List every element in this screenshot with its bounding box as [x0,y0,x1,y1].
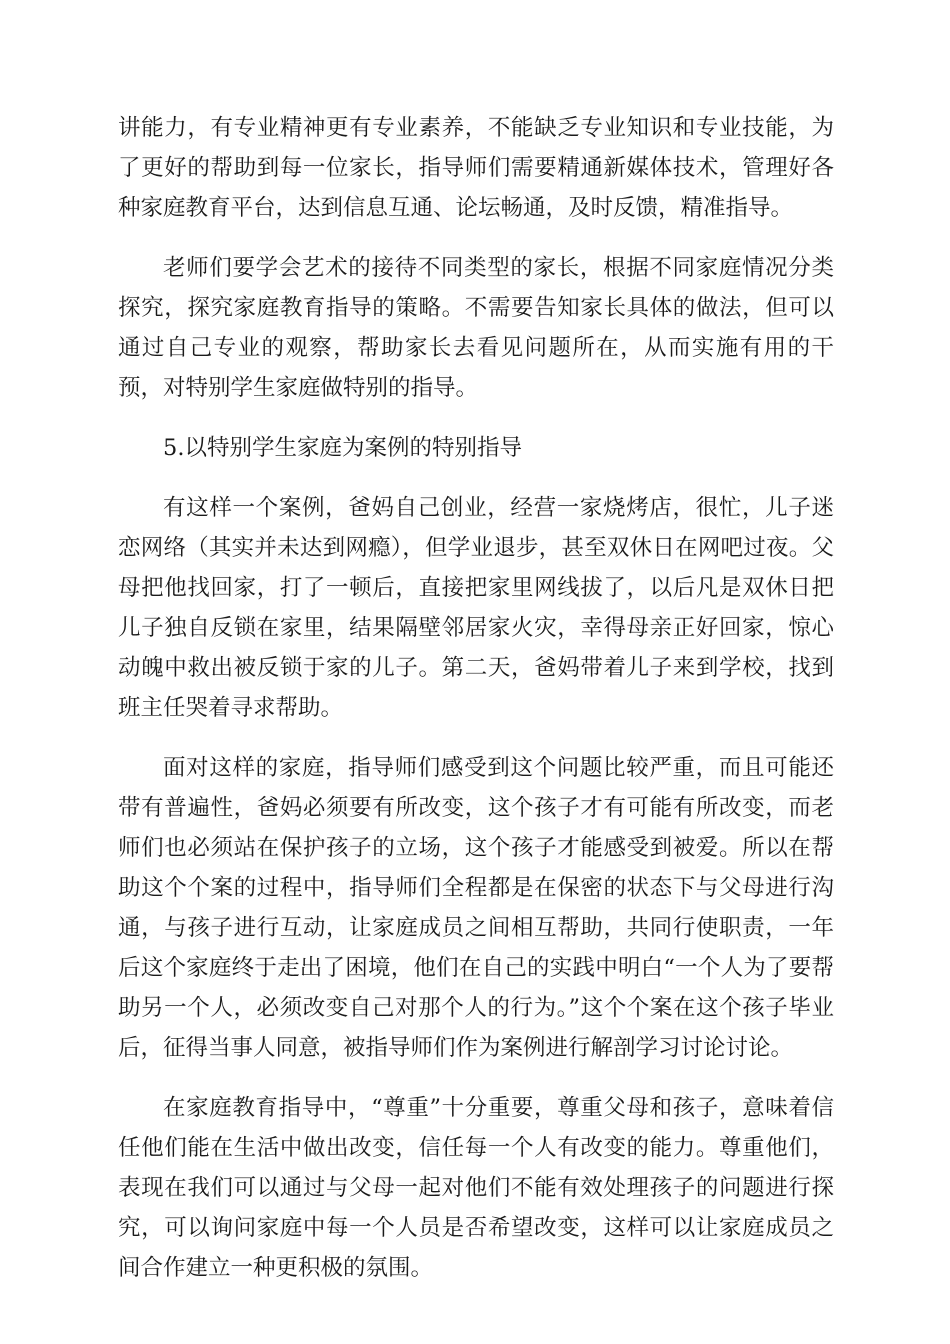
paragraph-case: 有这样一个案例，爸妈自己创业，经营一家烧烤店，很忙，儿子迷恋网络（其实并未达到网瘾），但学业退步，甚至双休日在网吧过夜。父母把他找回家，打了一顿后，直接把家里网线拔了，以后凡是双休日把儿子独自反锁在家里，结果隔壁邻居家火灾，幸得母亲正好回家，惊心动魄中救出被反锁于家的儿子。第二天，爸妈带着儿子来到学校，找到班主任哭着寻求帮助。 [118,495,834,721]
section-heading: 5.以特别学生家庭为案例的特别指导 [163,435,522,461]
document-body [118,108,834,1308]
paragraph-strategy: 老师们要学会艺术的接待不同类型的家长，根据不同家庭情况分类探究，探究家庭教育指导的策略。不需要告知家长具体的做法，但可以通过自己专业的观察，帮助家长去看见问题所在，从而实施有用的干预，对特别学生家庭做特别的指导。 [118,255,834,401]
paragraph-response: 面对这样的家庭，指导师们感受到这个问题比较严重，而且可能还带有普遍性，爸妈必须要有所改变，这个孩子才有可能有所改变，而老师们也必须站在保护孩子的立场，这个孩子才能感受到被爱。所以在帮助这个个案的过程中，指导师们全程都是在保密的状态下与父母进行沟通，与孩子进行互动，让家庭成员之间相互帮助，共同行使职责，一年后这个家庭终于走出了困境，他们在自己的实践中明白“一个人为了要帮助另一个人，必须改变自己对那个人的行为。”这个个案在这个孩子毕业后，征得当事人同意，被指导师们作为案例进行解剖学习讨论讨论。 [118,755,834,1061]
paragraph-respect: 在家庭教育指导中，“尊重”十分重要，尊重父母和孩子，意味着信任他们能在生活中做出改变，信任每一个人有改变的能力。尊重他们，表现在我们可以通过与父母一起对他们不能有效处理孩子的问题进行探究，可以询问家庭中每一个人员是否希望改变，这样可以让家庭成员之间合作建立一种更积极的氛围。 [118,1095,834,1281]
paragraph-continuation: 讲能力，有专业精神更有专业素养，不能缺乏专业知识和专业技能，为了更好的帮助到每一位家长，指导师们需要精通新媒体技术，管理好各种家庭教育平台，达到信息互通、论坛畅通，及时反馈，精准指导。 [118,115,834,221]
